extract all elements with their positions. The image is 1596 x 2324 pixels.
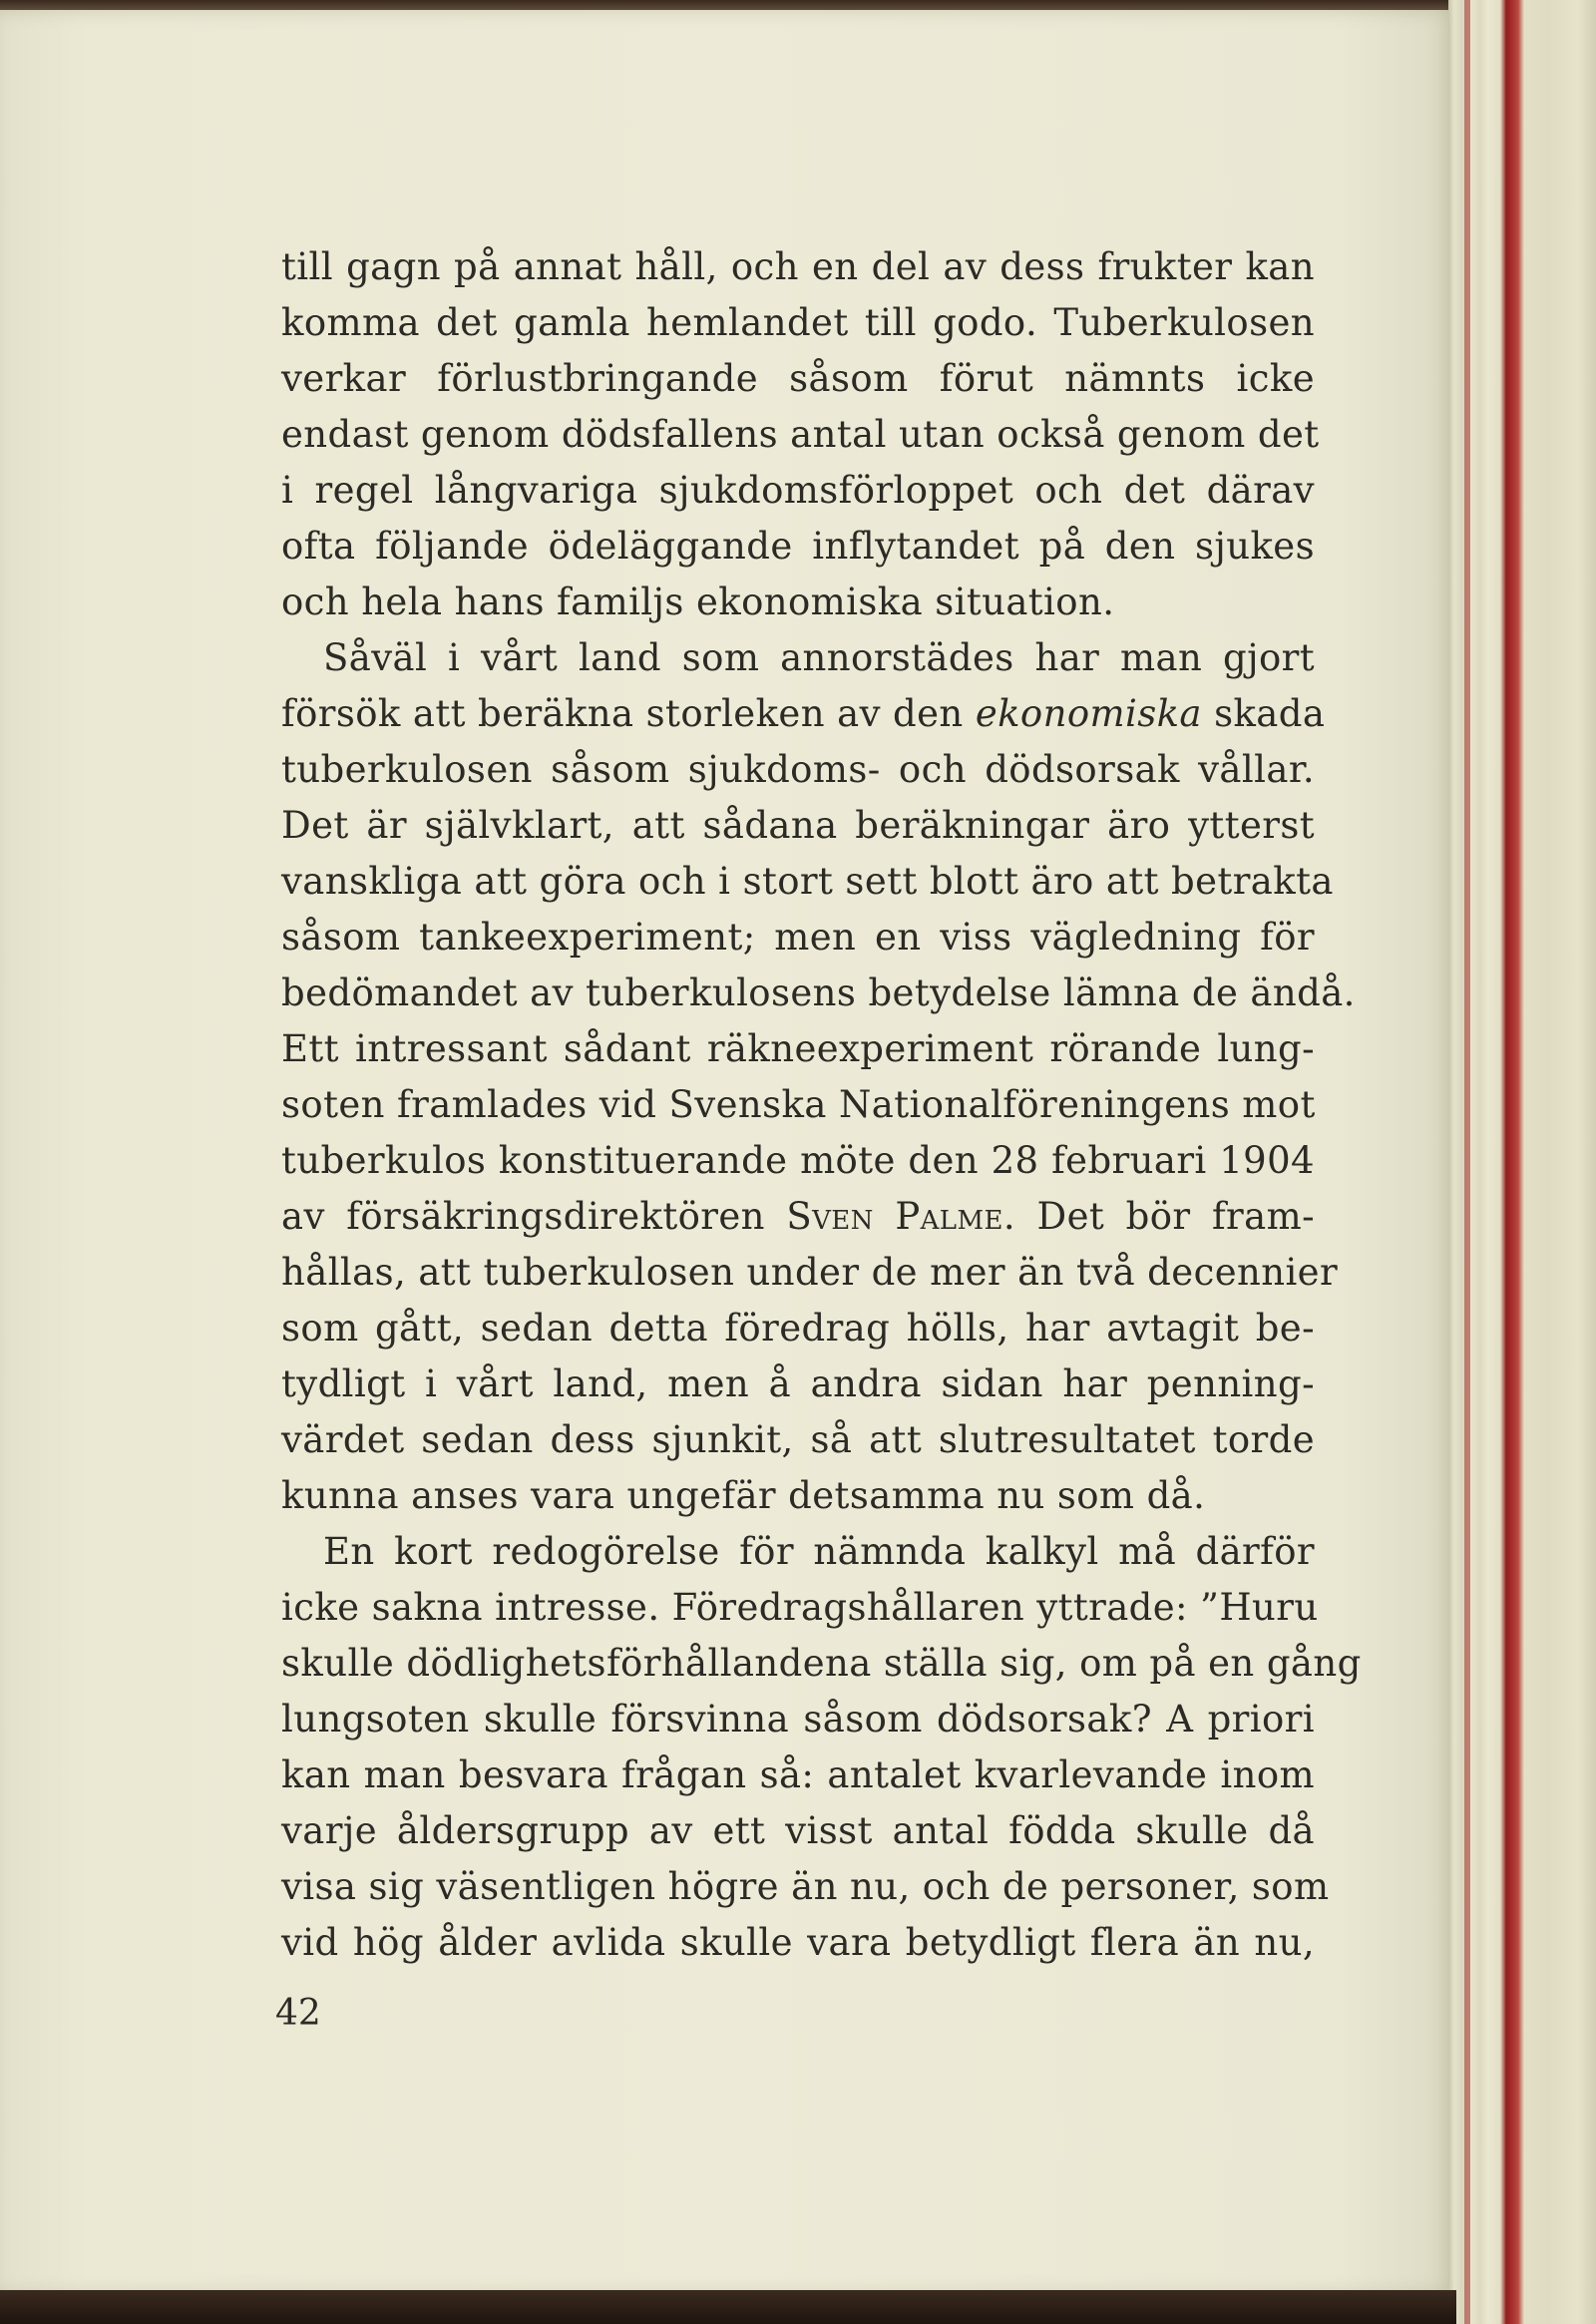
stacked-page-edges — [1448, 0, 1596, 2324]
text-line: tuberkulosen såsom sjukdoms- och dödsorsak vållar. — [281, 748, 1315, 791]
text-segment: av försäkringsdirektören — [281, 1195, 787, 1238]
text-line: till gagn på annat håll, och en del av dess frukter kan — [281, 245, 1315, 288]
text-line: vid hög ålder avlida skulle vara betydligt flera än nu, — [281, 1921, 1315, 1964]
text-line: soten framlades vid Svenska Nationalföreningens mot — [281, 1083, 1316, 1126]
text-line: kan man besvara frågan så: antalet kvarlevande inom — [281, 1753, 1315, 1796]
text-line: visa sig väsentligen högre än nu, och de personer, som — [281, 1865, 1330, 1908]
text-line: icke sakna intresse. Föredragshållaren yttrade: ”Huru — [281, 1586, 1319, 1629]
text-line: i regel långvariga sjukdomsförloppet och det därav — [281, 469, 1315, 512]
text-line: Såväl i vårt land som annorstädes har man gjort — [323, 636, 1315, 679]
text-line: hållas, att tuberkulosen under de mer än två decennier — [281, 1251, 1339, 1294]
text-segment: skada — [1201, 692, 1326, 735]
emphasized-word: ekonomiska — [975, 692, 1202, 735]
text-line: skulle dödlighetsförhållandena ställa sig, om på en gång — [281, 1642, 1362, 1685]
text-line: och hela hans familjs ekonomiska situation. — [281, 581, 1115, 623]
text-line: som gått, sedan detta föredrag hölls, har avtagit be- — [281, 1307, 1315, 1350]
text-line: komma det gamla hemlandet till godo. Tuberkulosen — [281, 301, 1315, 344]
text-line: bedömandet av tuberkulosens betydelse lämna de ändå. — [281, 971, 1356, 1014]
text-line: ofta följande ödeläggande inflytandet på den sjukes — [281, 525, 1315, 568]
text-line: såsom tankeexperiment; men en viss vägledning för — [281, 916, 1315, 959]
page-number: 42 — [275, 1993, 321, 2034]
bottom-book-edge — [0, 2290, 1456, 2324]
text-line-with-name — [281, 1189, 1315, 1245]
text-line: Det är självklart, att sådana beräkningar äro ytterst — [281, 804, 1315, 847]
person-name: Sven Palme — [786, 1195, 1003, 1238]
text-line: kunna anses vara ungefär detsamma nu som då. — [281, 1474, 1206, 1517]
text-line: varje åldersgrupp av ett visst antal födda skulle då — [281, 1809, 1315, 1852]
text-line: lungsoten skulle försvinna såsom dödsorsak? A priori — [281, 1698, 1315, 1741]
text-line: vanskliga att göra och i stort sett blott äro att betrakta — [281, 860, 1334, 903]
text-segment: försök att beräkna storleken av den — [281, 692, 976, 735]
body-text — [281, 239, 1362, 1971]
text-line: tydligt i vårt land, men å andra sidan har penning- — [281, 1362, 1315, 1405]
text-line: Ett intressant sådant räkneexperiment rörande lung- — [281, 1027, 1315, 1070]
text-segment: . Det bör fram- — [1002, 1195, 1315, 1238]
text-line: En kort redogörelse för nämnda kalkyl må därför — [323, 1530, 1315, 1573]
text-line-with-emphasis — [281, 686, 1326, 742]
red-cover-edge — [1464, 0, 1470, 2324]
text-line: endast genom dödsfallens antal utan också genom det — [281, 413, 1320, 456]
text-line: tuberkulos konstituerande möte den 28 februari 1904 — [281, 1139, 1315, 1182]
text-line: värdet sedan dess sjunkit, så att slutresultatet torde — [281, 1418, 1315, 1461]
text-line: verkar förlustbringande såsom förut nämnts icke — [281, 357, 1315, 400]
